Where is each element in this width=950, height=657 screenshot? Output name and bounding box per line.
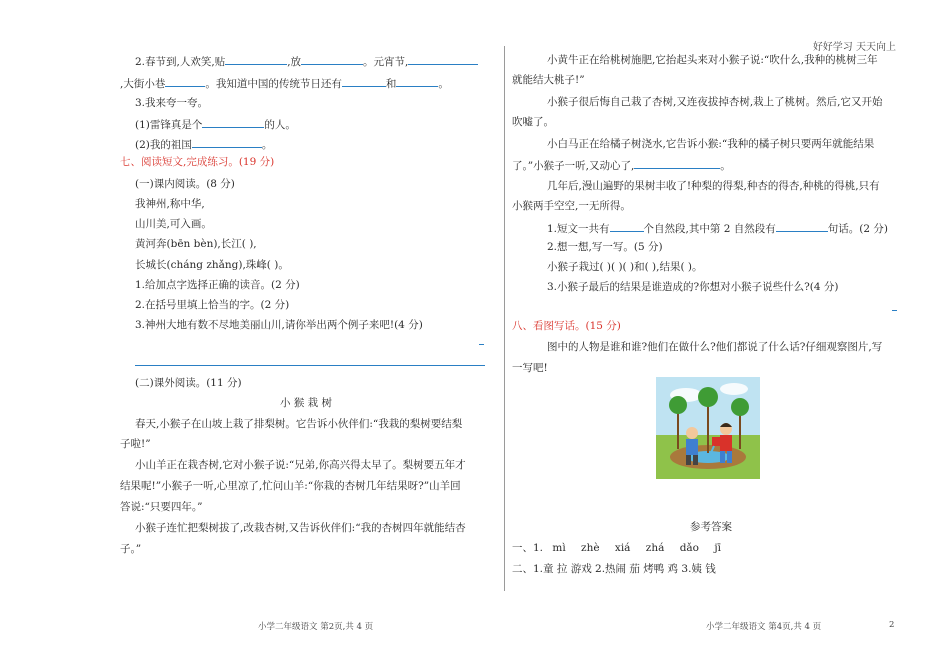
bucket bbox=[712, 437, 722, 446]
s7-q2: 2.在括号里填上恰当的字。(2 分) bbox=[135, 299, 290, 311]
footer-page-number: 2 bbox=[889, 620, 895, 630]
q2-line2: ,大街小巷 。我知道中国的传统节日还有 和 。 bbox=[120, 75, 449, 91]
blank[interactable] bbox=[396, 75, 438, 87]
answer-mark bbox=[892, 310, 897, 311]
s7-q3: 3.神州大地有数不尽地美丽山川,请你举出两个例子来吧!(4 分) bbox=[135, 319, 423, 331]
ans2: 二、1.童 拉 游戏 2.热闹 茄 烤鸭 鸡 3.姨 钱 bbox=[512, 563, 716, 575]
blank[interactable] bbox=[225, 53, 287, 65]
r-q2: 2.想一想,写一写。(5 分) bbox=[547, 241, 663, 253]
q3-title: 3.我来夸一夸。 bbox=[135, 97, 209, 109]
boy bbox=[686, 427, 698, 439]
story-p1b: 子啦!” bbox=[120, 438, 151, 450]
answers-title: 参考答案 bbox=[690, 521, 732, 533]
story-p2c: 答说:“只要四年。” bbox=[120, 501, 203, 513]
story-p3a: 小猴子连忙把梨树拔了,改栽杏树,又告诉伙伴们:“我的杏树四年就能结杏 bbox=[135, 522, 466, 534]
blank[interactable] bbox=[776, 220, 828, 232]
blank[interactable] bbox=[408, 53, 478, 65]
footer-left: 小学二年级语文 第2页,共 4 页 bbox=[258, 622, 374, 632]
story-p3b: 了。”小猴子一听,又动心了, 。 bbox=[512, 157, 731, 173]
s8-line2: 一写吧! bbox=[512, 362, 548, 374]
part2-title: (二)课外阅读。(11 分) bbox=[135, 377, 242, 389]
section7-title: 七、阅读短文,完成练习。(19 分) bbox=[120, 156, 275, 168]
poem-line1: 我神州,称中华, bbox=[135, 198, 205, 210]
q3-item2: (2)我的祖国 。 bbox=[135, 136, 272, 152]
blank[interactable] bbox=[342, 75, 386, 87]
story-p3b: 子。” bbox=[120, 543, 142, 555]
story-p4b: 小猴两手空空,一无所得。 bbox=[512, 200, 631, 212]
story-p3a: 小白马正在给橘子树浇水,它告诉小猴:“我种的橘子树只要两年就能结果 bbox=[547, 138, 875, 150]
poem-line2: 山川美,可入画。 bbox=[135, 218, 212, 230]
footer-right: 小学二年级语文 第4页,共 4 页 bbox=[706, 622, 822, 632]
q2-line1: 2.春节到,人欢笑,贴 ,放 。元宵节, bbox=[135, 53, 478, 69]
blank[interactable] bbox=[165, 75, 205, 87]
story-p2a: 小山羊正在栽杏树,它对小猴子说:“兄弟,你高兴得太早了。梨树要五年才 bbox=[135, 459, 466, 471]
story-p2b: 吹嘘了。 bbox=[512, 116, 554, 128]
answer-line[interactable] bbox=[135, 365, 485, 366]
r-q3: 3.小猴子最后的结果是谁造成的?你想对小猴子说些什么?(4 分) bbox=[547, 281, 839, 293]
story-p1a: 小黄牛正在给桃树施肥,它抬起头来对小猴子说:“吹什么,我种的桃树三年 bbox=[547, 54, 878, 66]
answer-mark bbox=[479, 344, 484, 345]
s8-line1: 图中的人物是谁和谁?他们在做什么?他们都说了什么话?仔细观察图片,写 bbox=[547, 341, 883, 353]
blank[interactable] bbox=[301, 53, 363, 65]
s7-q1: 1.给加点字选择正确的读音。(2 分) bbox=[135, 279, 300, 291]
blank[interactable] bbox=[192, 136, 262, 148]
part1-title: (一)课内阅读。(8 分) bbox=[135, 178, 235, 190]
ans1: 一、1. mì zhè xiá zhá dǎo jī bbox=[512, 542, 721, 554]
poem-line3: 黄河奔(bēn bèn),长江( ), bbox=[135, 238, 257, 250]
poem-line4: 长城长(cháng zhǎng),珠峰( )。 bbox=[135, 259, 289, 271]
column-divider bbox=[504, 46, 505, 591]
story-p2a: 小猴子很后悔自己栽了杏树,又连夜拔掉杏树,栽上了桃树。然后,它又开始 bbox=[547, 96, 883, 108]
children-planting-tree-illustration bbox=[656, 377, 760, 479]
story-p1b: 就能结大桃子!” bbox=[512, 74, 585, 86]
blank[interactable] bbox=[610, 220, 644, 232]
story-p4a: 几年后,漫山遍野的果树丰收了!种梨的得梨,种杏的得杏,种桃的得桃,只有 bbox=[547, 180, 880, 192]
story-p1a: 春天,小猴子在山坡上栽了排梨树。它告诉小伙伴们:“我栽的梨树要结梨 bbox=[135, 418, 463, 430]
blank[interactable] bbox=[634, 157, 720, 169]
q3-item1: (1)雷锋真是个 的人。 bbox=[135, 116, 296, 132]
r-q1: 1.短文一共有 个自然段,其中第 2 自然段有 句话。(2 分) bbox=[547, 220, 888, 236]
story-p2b: 结果呢!”小猴子一听,心里凉了,忙问山羊:“你栽的杏树几年结果呀?”山羊回 bbox=[120, 480, 461, 492]
section8-title: 八、看图写话。(15 分) bbox=[512, 320, 621, 332]
story-title: 小 猴 栽 树 bbox=[280, 397, 333, 409]
blank[interactable] bbox=[202, 116, 264, 128]
r-q2-fill: 小猴子栽过( )( )( )和( ),结果( )。 bbox=[547, 261, 703, 273]
header-motto: 好好学习 天天向上 bbox=[812, 42, 896, 53]
